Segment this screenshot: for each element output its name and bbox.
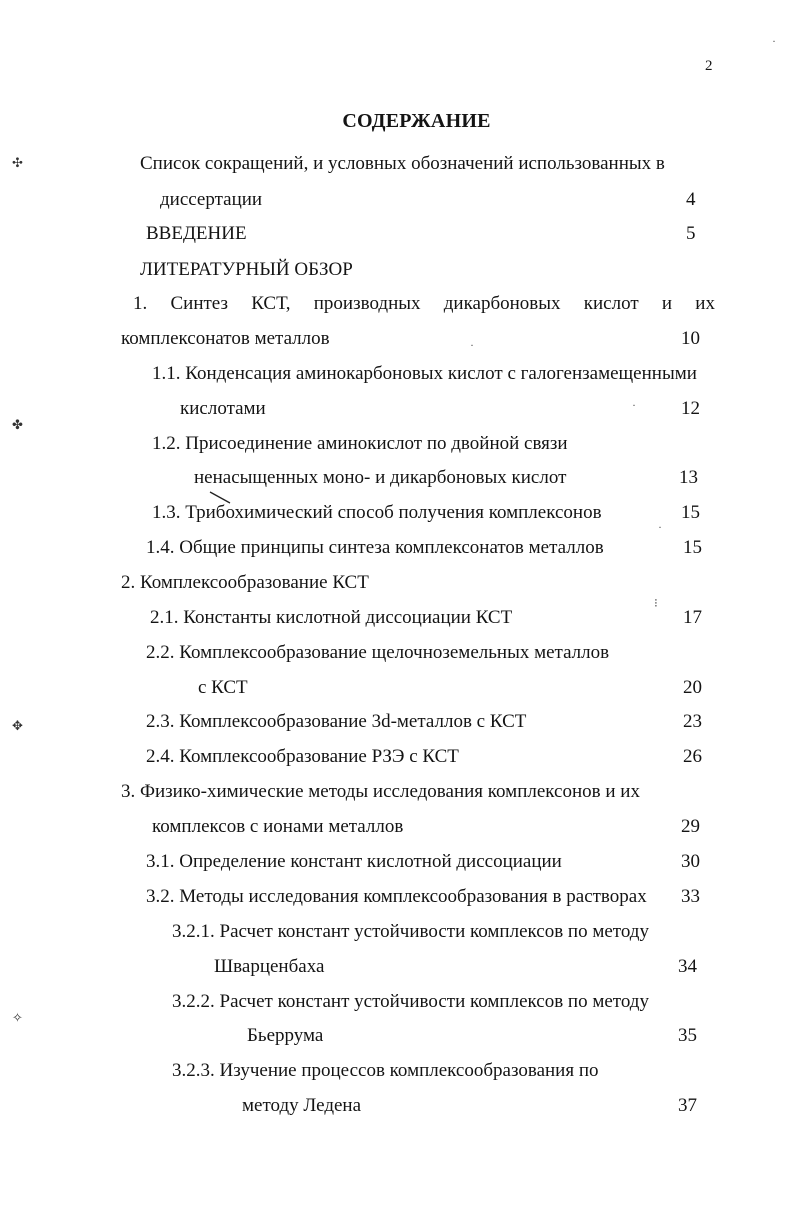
toc-entry-2-1: 2.1. Константы кислотной диссоциации КСТ — [150, 607, 513, 628]
toc-entry-3-2-1-line1: 3.2.1. Расчет констант устойчивости комплексов по методу — [172, 921, 649, 942]
toc-page-3-2: 33 — [681, 886, 700, 907]
margin-mark-icon: ✧ — [12, 1010, 23, 1025]
toc-entry-1-1-line1: 1.1. Конденсация аминокарбоновых кислот с галогензамещенными — [152, 363, 697, 384]
toc-page-section-3: 29 — [681, 816, 700, 837]
toc-entry-3-2-3-line1: 3.2.3. Изучение процессов комплексообразования по — [172, 1060, 599, 1081]
section-1-word: КСТ, — [251, 293, 291, 314]
toc-page-2-3: 23 — [683, 711, 702, 732]
toc-entry-introduction: ВВЕДЕНИЕ — [146, 223, 247, 244]
section-1-word: кислот — [583, 293, 639, 314]
scan-speck: · — [772, 34, 776, 48]
margin-mark-icon: ✥ — [12, 718, 23, 733]
section-1-word: 1. — [133, 293, 148, 314]
scan-speck: ⁝ — [654, 596, 658, 610]
toc-entry-1-4: 1.4. Общие принципы синтеза комплексонатов металлов — [146, 537, 604, 558]
toc-page-1-3: 15 — [681, 502, 700, 523]
toc-entry-3-2-3-line2: методу Ледена — [242, 1095, 362, 1116]
toc-entry-1-2-line1: 1.2. Присоединение аминокислот по двойной связи — [152, 433, 568, 454]
toc-page-3-1: 30 — [681, 851, 700, 872]
toc-entry-1-3: 1.3. Трибохимический способ получения комплексонов — [152, 502, 602, 523]
toc-entry-2-4: 2.4. Комплексообразование РЗЭ с КСТ — [146, 746, 459, 767]
toc-entry-2-2-line2: с КСТ — [198, 677, 248, 698]
toc-entry-1-2-line2: ненасыщенных моно- и дикарбоновых кислот — [194, 467, 567, 488]
toc-entry-section-1-line1 — [133, 292, 715, 316]
toc-page-2-4: 26 — [683, 746, 702, 767]
section-1-word: дикарбоновых — [443, 293, 561, 314]
toc-page-3-2-2: 35 — [678, 1025, 697, 1046]
toc-page-1-4: 15 — [683, 537, 702, 558]
toc-page-1-1: 12 — [681, 398, 700, 419]
toc-page-introduction: 5 — [686, 223, 696, 244]
toc-page-3-2-3: 37 — [678, 1095, 697, 1116]
toc-entry-3-2-2-line2: Бьеррума — [247, 1025, 324, 1046]
toc-entry-section-3-line2: комплексов с ионами металлов — [152, 816, 404, 837]
toc-entry-abbreviations-line1: Список сокращений, и условных обозначений использованных в — [140, 153, 665, 174]
margin-mark-icon: ✣ — [12, 155, 23, 170]
toc-page-2-2: 20 — [683, 677, 702, 698]
section-1-word: производных — [313, 293, 421, 314]
section-1-word: их — [695, 293, 715, 314]
scan-speck: · — [658, 520, 662, 534]
toc-page-section-1: 10 — [681, 328, 700, 349]
toc-page-abbreviations: 4 — [686, 189, 696, 210]
toc-entry-section-1-line2: комплексонатов металлов — [121, 328, 330, 349]
toc-page-2-1: 17 — [683, 607, 702, 628]
toc-entry-section-2: 2. Комплексообразование КСТ — [121, 572, 369, 593]
toc-entry-literature-review: ЛИТЕРАТУРНЫЙ ОБЗОР — [140, 259, 353, 280]
toc-entry-1-1-line2: кислотами — [180, 398, 266, 419]
toc-entry-2-3: 2.3. Комплексообразование 3d-металлов с КСТ — [146, 711, 527, 732]
toc-entry-3-2-1-line2: Шварценбаха — [214, 956, 325, 977]
margin-mark-icon: ✤ — [12, 417, 23, 432]
scan-artifact-stroke — [208, 490, 234, 506]
scan-speck: · — [470, 338, 474, 352]
section-1-word: Синтез — [170, 293, 228, 314]
page-title: СОДЕРЖАНИЕ — [342, 110, 491, 132]
page-number: 2 — [705, 58, 713, 74]
scan-speck: · — [632, 398, 636, 412]
toc-entry-abbreviations-line2: диссертации — [160, 189, 263, 210]
toc-entry-3-2-2-line1: 3.2.2. Расчет констант устойчивости комплексов по методу — [172, 991, 649, 1012]
toc-entry-section-3-line1: 3. Физико-химические методы исследования комплексонов и их — [121, 781, 640, 802]
toc-page-1-2: 13 — [679, 467, 698, 488]
toc-entry-3-1: 3.1. Определение констант кислотной диссоциации — [146, 851, 562, 872]
toc-entry-2-2-line1: 2.2. Комплексообразование щелочноземельных металлов — [146, 642, 610, 663]
section-1-word: и — [661, 293, 673, 314]
toc-entry-3-2: 3.2. Методы исследования комплексообразования в растворах — [146, 886, 647, 907]
toc-page-3-2-1: 34 — [678, 956, 697, 977]
